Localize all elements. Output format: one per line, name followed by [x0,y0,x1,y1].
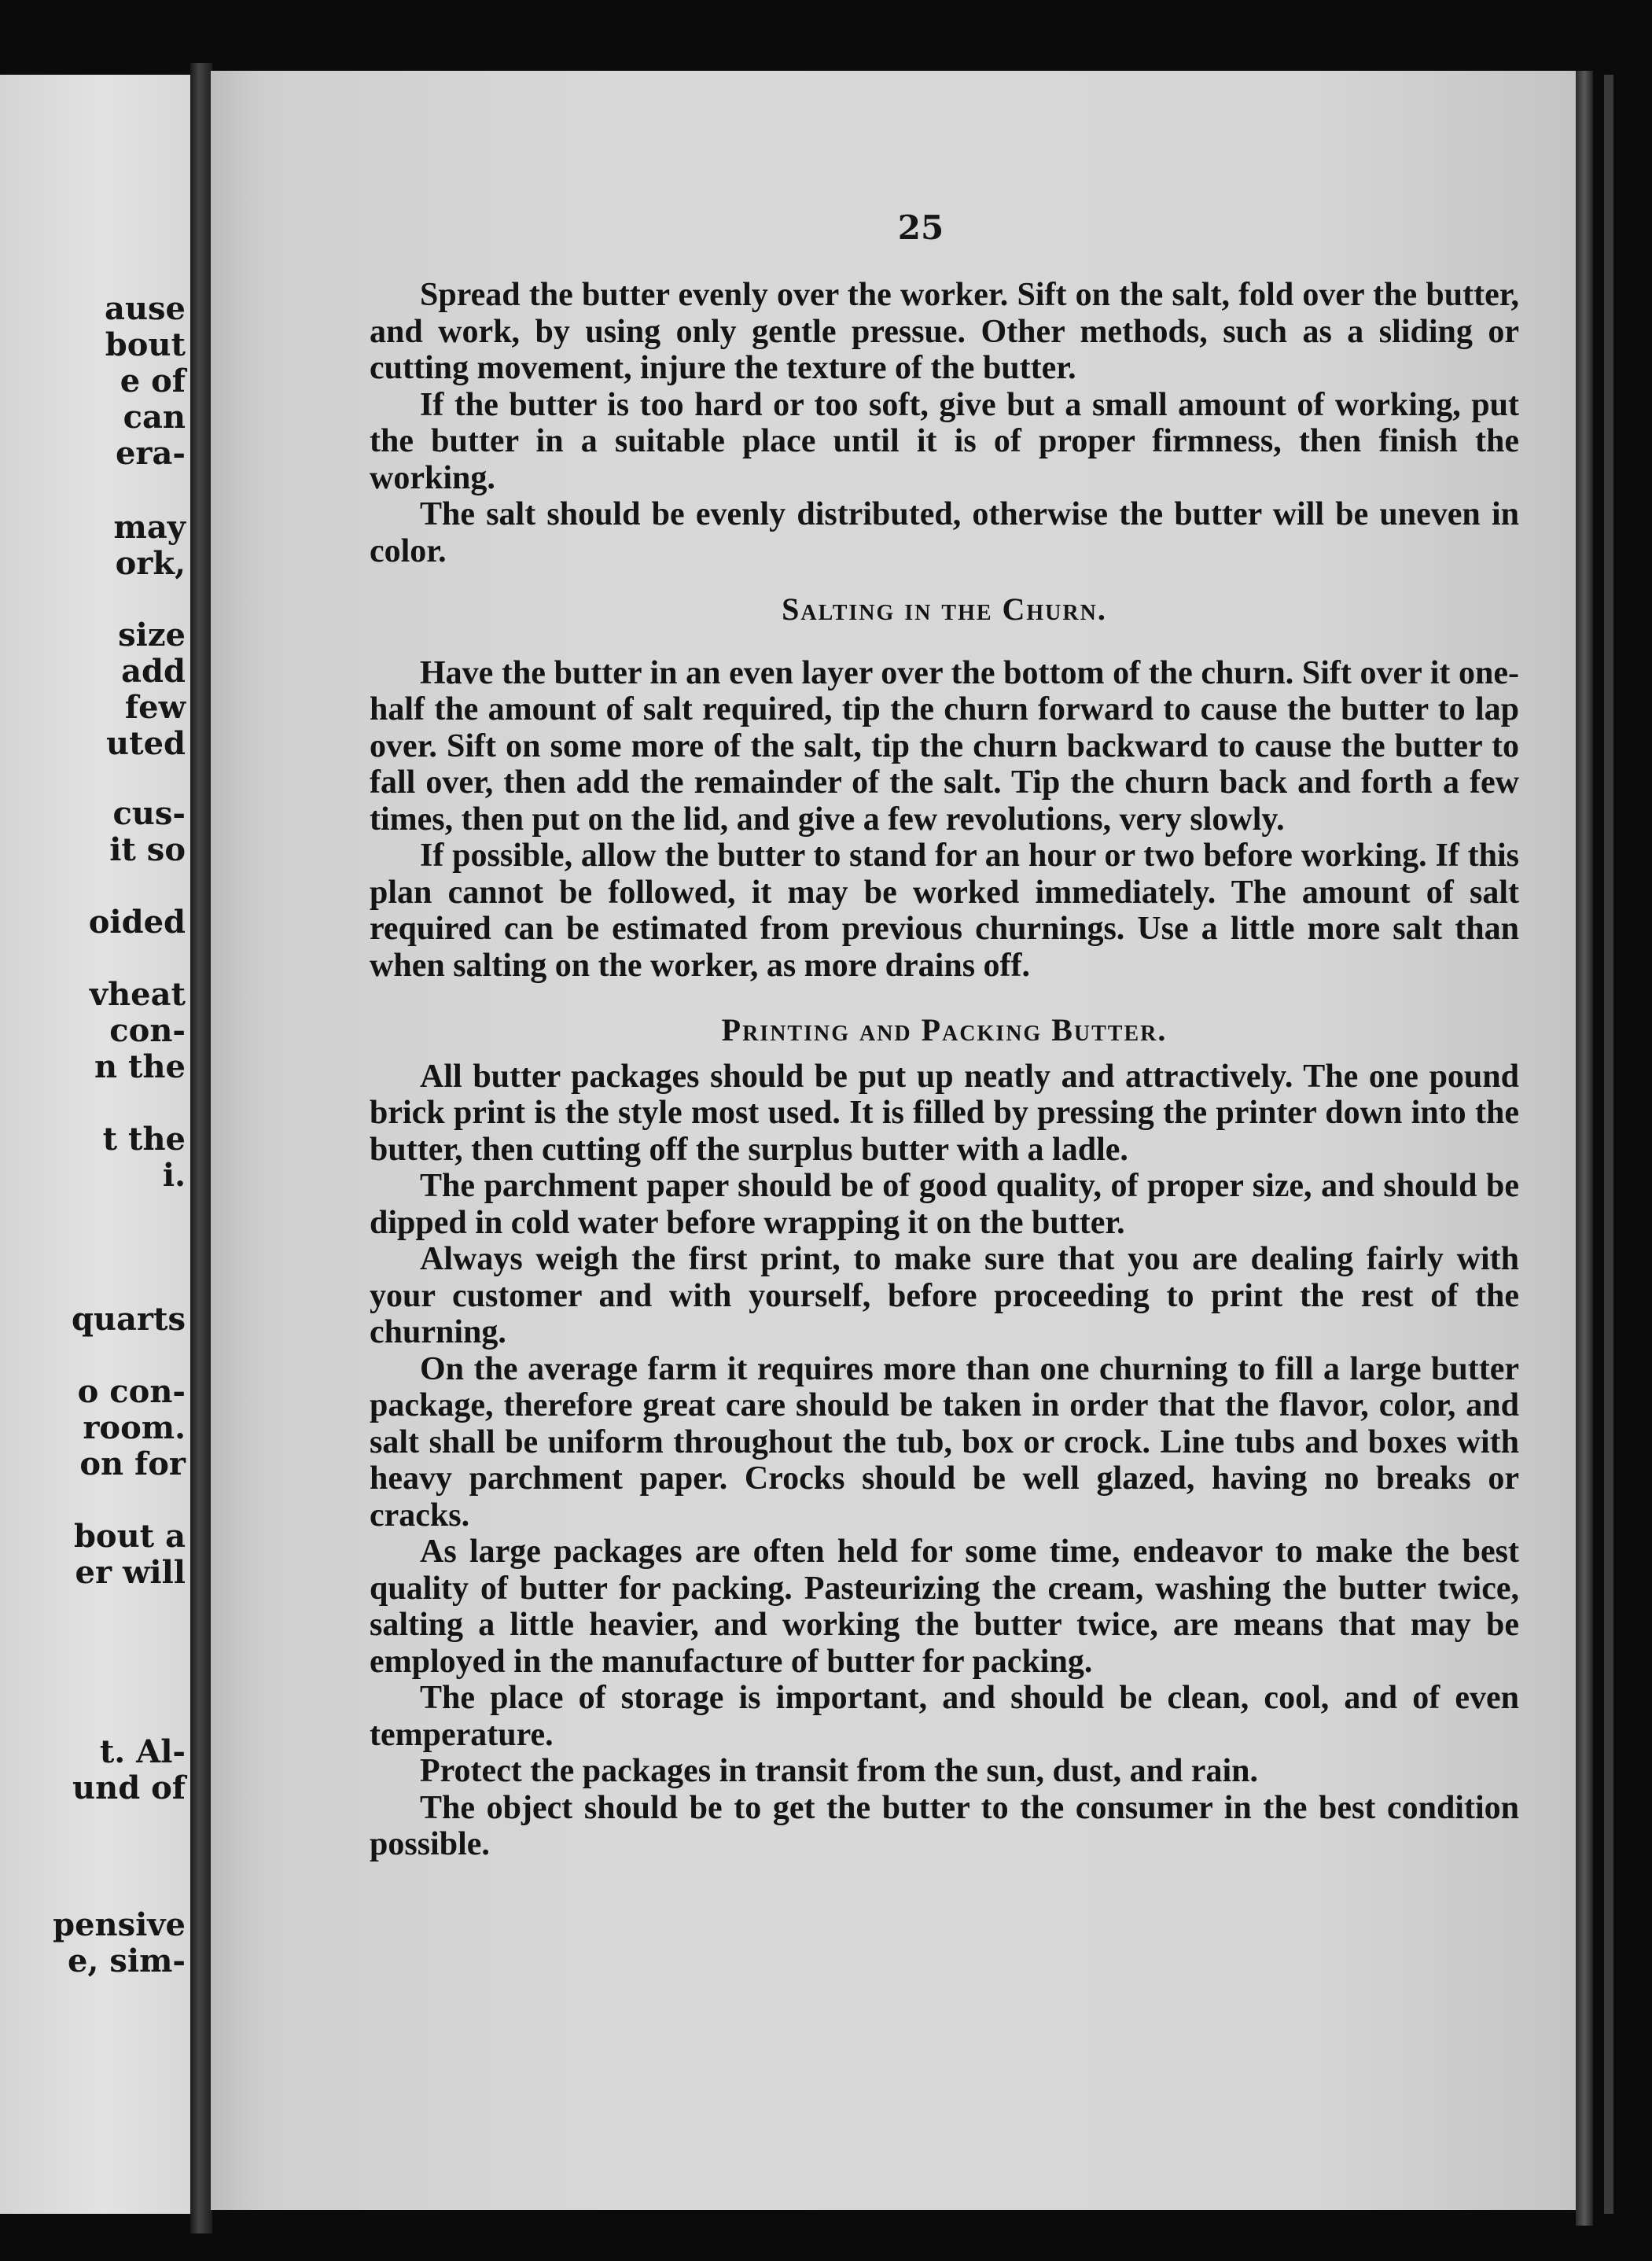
page-number: 25 [897,208,944,247]
left-page-fragment: uted [106,725,186,762]
left-page-fragment: cus- [112,795,186,832]
book-page [211,71,1576,2210]
left-page-fragment: pensive [53,1906,186,1943]
left-page-fragment: i. [162,1157,186,1194]
page-body [370,277,1519,1863]
left-page-fragment: bout [105,326,186,363]
paragraph: Have the butter in an even layer over the bottom of the churn. Sift over it one-half the amount of salt required, tip the churn forward to cause the butter to lap over. Sift on some more of the salt, tip the churn backward to cause the butter to fall over, then add the remainder of the salt. Tip the churn back and forth a few times, then put on the lid, and give a few revolutions, very slowly. [370,654,1519,838]
left-page-fragment: t the [102,1121,186,1158]
paragraph: All butter packages should be put up neatly and attractively. The one pound brick print is the style most used. It is filled by pressing the printer down into the butter, then cutting off the surplus butter with a ladle. [370,1058,1519,1168]
left-page-fragment: bout a [73,1518,186,1555]
left-page-fragment: era- [115,435,186,472]
paragraph: If possible, allow the butter to stand for an hour or two before working. If this plan cannot be followed, it may be worked immediately. The amount of salt required can be estimated from previous churnings. Use a little more salt than when salting on the worker, as more drains off. [370,838,1519,984]
paragraph: On the average farm it requires more than one churning to fill a large butter package, therefore great care should be taken in order that the flavor, color, and salt shall be uniform throughout the tub, box or crock. Line tubs and boxes with heavy parchment paper. Crocks should be well glazed, having no breaks or cracks. [370,1350,1519,1534]
left-page-fragment: und of [72,1769,186,1806]
left-page-fragment: vheat [89,976,186,1013]
paragraph: Protect the packages in transit from the sun, dust, and rain. [420,1753,1258,1789]
left-page-fragment: few [124,689,186,726]
left-page-fragment: o con- [77,1373,186,1410]
left-page-fragment: t. Al- [99,1733,186,1770]
left-page-fragment: size [118,617,186,654]
section-heading: Salting in the Churn. [782,591,1107,627]
page-edge-shadow [1576,71,1593,2226]
left-page-fragment: room. [83,1409,186,1446]
left-page-fragment: con- [109,1012,186,1049]
paragraph: The object should be to get the butter to the consumer in the best condition possible. [370,1789,1519,1862]
section-heading: Printing and Packing Butter. [721,1012,1168,1048]
left-page-fragment: e of [120,363,186,400]
left-page-fragment: er will [75,1554,186,1591]
paragraph: As large packages are often held for some time, endeavor to make the best quality of butter for packing. Pasteurizing the cream, washing the butter twice, salting a little heavier, and working the butter twice, are means that may be employed in the manufacture of butter for packing. [370,1534,1519,1680]
left-page-fragment: oided [88,904,186,941]
paragraph: The parchment paper should be of good quality, of proper size, and should be dipped in cold water before wrapping it on the butter. [370,1168,1519,1241]
left-page-fragment: add [121,653,186,690]
left-page-fragment: n the [94,1048,186,1085]
previous-page-edge [0,75,190,2214]
paragraph: The place of storage is important, and should be clean, cool, and of even temperature. [370,1680,1519,1753]
left-page-fragment: ork, [115,545,186,582]
left-page-fragment: quarts [71,1301,186,1338]
paragraph: Always weigh the first print, to make sure that you are dealing fairly with your customer and with yourself, before proceeding to print the rest of the churning. [370,1241,1519,1350]
left-page-fragment: on for [79,1445,186,1482]
paragraph: If the butter is too hard or too soft, give but a small amount of working, put the butter in a suitable place until it is of proper firmness, then finish the working. [370,386,1519,496]
left-page-fragment: may [113,509,186,546]
page-edge-shadow [1604,75,1613,2214]
left-page-fragment: e, sim- [68,1942,186,1979]
paragraph: Spread the butter evenly over the worker. Sift on the salt, fold over the butter, and work, by using only gentle pressue. Other methods, such as a sliding or cutting movement, injure the texture of the butter. [370,277,1519,386]
left-page-fragment: can [123,399,186,436]
left-page-fragment: it so [109,831,186,868]
paragraph: The salt should be evenly distributed, otherwise the butter will be uneven in color. [370,496,1519,569]
left-page-fragment: ause [105,290,186,327]
book-gutter [190,63,212,2233]
